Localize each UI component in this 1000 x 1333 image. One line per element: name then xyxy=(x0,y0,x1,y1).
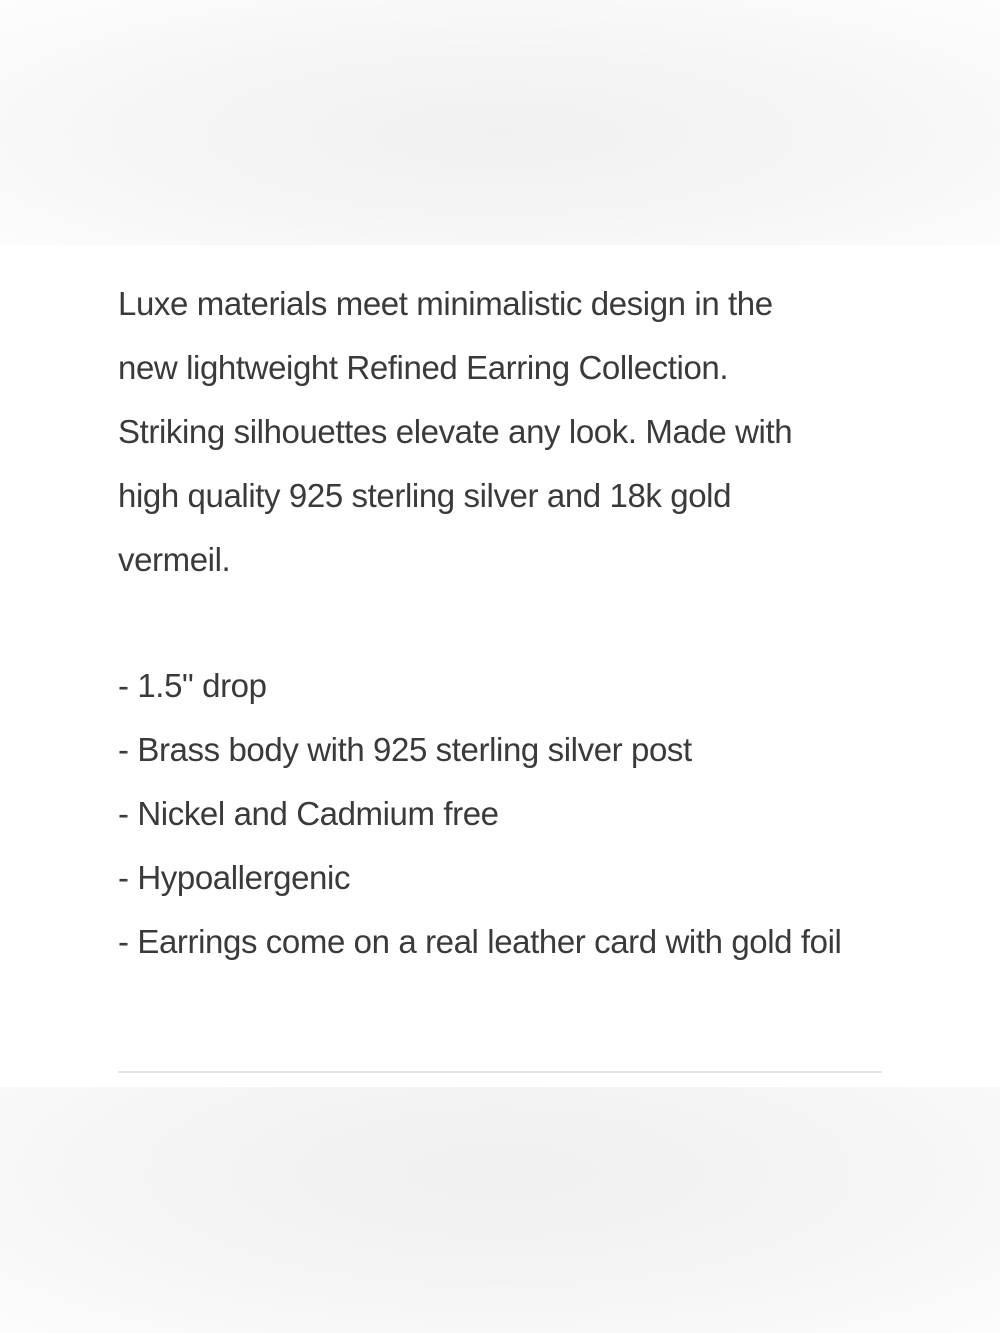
feature-item-drop: - 1.5" drop xyxy=(118,667,267,704)
feature-item-nickel-free: - Nickel and Cadmium free xyxy=(118,795,499,832)
feature-item-material: - Brass body with 925 sterling silver post xyxy=(118,731,692,768)
bottom-faded-area xyxy=(0,1087,1000,1333)
top-faded-area xyxy=(0,0,1000,245)
feature-list xyxy=(118,654,898,974)
feature-item-packaging: - Earrings come on a real leather card with gold foil xyxy=(118,923,842,960)
section-divider xyxy=(118,1071,882,1073)
product-description: Luxe materials meet minimalistic design in the new lightweight Refined Earring Collection. Striking silhouettes elevate any look. Made with high quality 925 sterling silver and 18k gold vermeil. xyxy=(118,285,793,578)
feature-item-hypoallergenic: - Hypoallergenic xyxy=(118,859,351,896)
